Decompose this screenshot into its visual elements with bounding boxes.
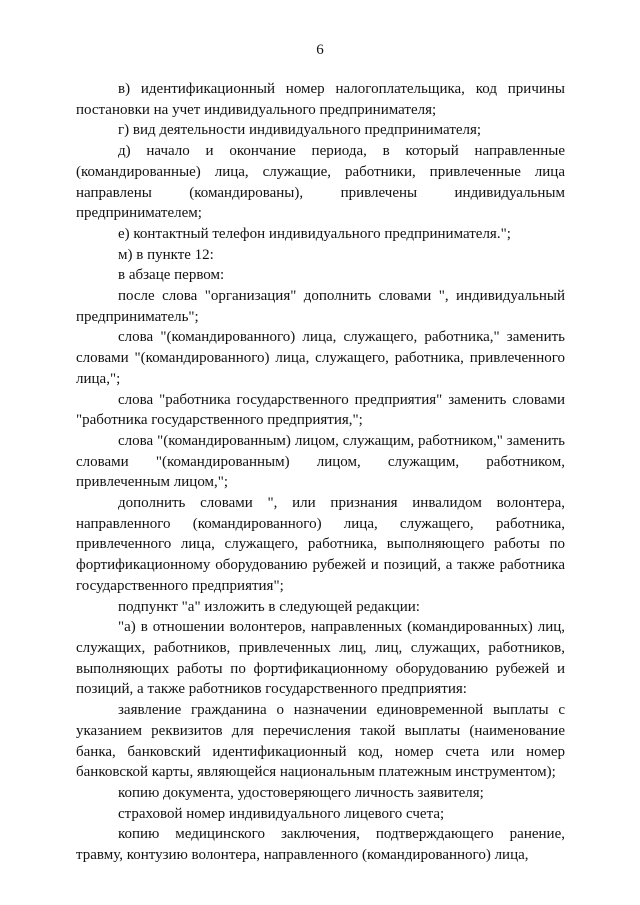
- paragraph-item-g: г) вид деятельности индивидуального предпринимателя;: [118, 122, 482, 139]
- paragraph-item-e: е) контактный телефон индивидуального предпринимателя.";: [118, 225, 511, 242]
- paragraph-replace-words-2: слова "работника государственного предприятия" заменить словами "работника государственного предприятия,";: [76, 391, 565, 429]
- paragraph-after-word: после слова "организация" дополнить словами ", индивидуальный предприниматель";: [76, 288, 565, 325]
- paragraph-application: заявление гражданина о назначении единовременной выплаты с указанием реквизитов для перечисления такой выплаты (наименование банка, банковский идентификационный код, номер счета или номер банковской карты, являющейся национальным платежным инструментом);: [76, 702, 565, 781]
- paragraph-subitem-a-text: "а) в отношении волонтеров, направленных (командированных) лиц, служащих, работников, привлеченных лиц, лиц, служащих, работников, выполняющих работы по фортификационному оборудованию рубежей и позиций, а также работников государственного предприятия:: [76, 619, 565, 698]
- page-number: 6: [316, 42, 324, 58]
- paragraph-id-copy: копию документа, удостоверяющего личность заявителя;: [118, 784, 484, 801]
- paragraph-item-m: м) в пункте 12:: [118, 246, 214, 263]
- paragraph-subitem-a-edit: подпункт "а" изложить в следующей редакции:: [118, 598, 420, 615]
- paragraph-abzac-first: в абзаце первом:: [118, 267, 225, 284]
- paragraph-item-v: в) идентификационный номер налогоплательщика, код причины постановки на учет индивидуального предпринимателя;: [76, 81, 565, 118]
- paragraph-replace-words-1: слова "(командированного) лица, служащего, работника," заменить словами "(командированного) лица, служащего, работника, привлеченного лица,";: [76, 329, 565, 387]
- paragraph-medical-report: копию медицинского заключения, подтверждающего ранение, травму, контузию волонтера, направленного (командированного) лица,: [76, 826, 565, 864]
- paragraph-item-d: д) начало и окончание периода, в который направленные (командированные) лица, служащие, работники, привлеченные лица направлены (командированы), привлечены индивидуальным предпринимателем;: [76, 143, 565, 222]
- paragraph-replace-words-3: слова "(командированным) лицом, служащим, работником," заменить словами "(командированным) лицом, служащим, работником, привлеченным лицом,";: [76, 432, 565, 491]
- paragraph-add-words: дополнить словами ", или признания инвалидом волонтера, направленного (командированного) лица, служащего, работника, привлеченного лица, служащего, работника, выполняющего работы по фортификационному оборудованию рубежей и позиций, а также работника государственного предприятия";: [76, 495, 565, 594]
- document-body: [76, 79, 565, 866]
- paragraph-insurance-number: страховой номер индивидуального лицевого счета;: [118, 805, 445, 822]
